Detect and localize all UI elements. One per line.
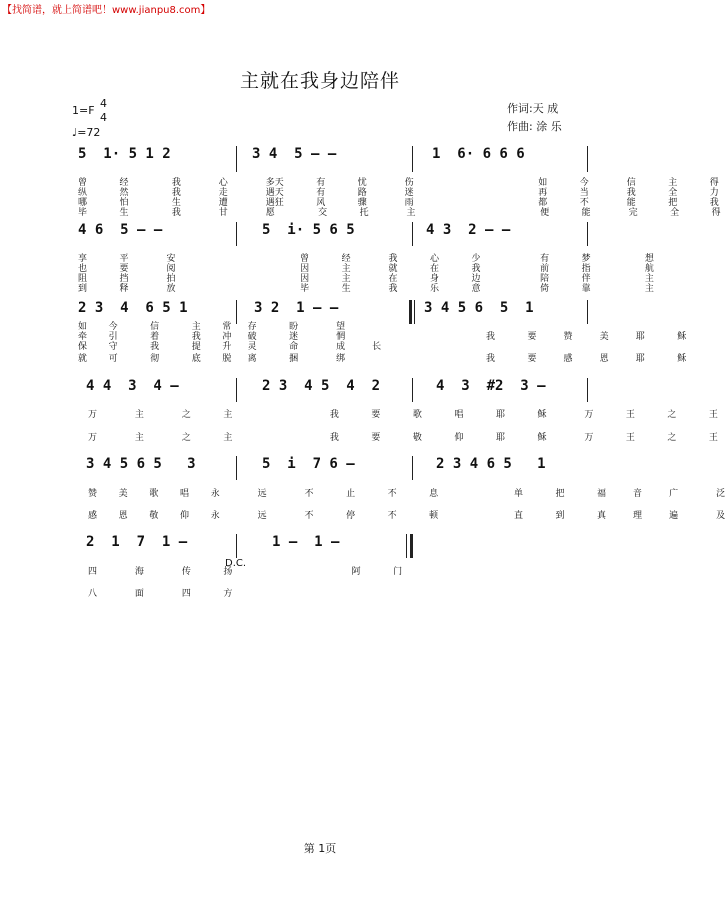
- time-signature-bottom: 4: [100, 111, 107, 124]
- barline: [587, 300, 588, 324]
- barline: [412, 222, 413, 246]
- barline: [236, 300, 237, 324]
- lyric-line: 赞 美 歌 唱 永 远 不 止 不 息 单 把 福 音 广 泛: [88, 489, 725, 499]
- lyric-line: 万 主 之 主 我 要 敬 仰 耶 稣 万 王 之 王: [88, 433, 718, 443]
- measure-notes: 1 6· 6 6 6: [432, 146, 525, 162]
- lyric-line: 感 恩 敬 仰 永 远 不 停 不 顿 直 到 真 理 遍 及: [88, 511, 725, 521]
- staff-row-5: [76, 456, 588, 480]
- lyric-line: 如 今 信 主 常 存 盼 望: [78, 322, 346, 332]
- lyric-line: 纵 然 我 走 遇天 有 路 迷 再 当 我 全 力: [78, 188, 719, 198]
- lyric-line: 也 要 阅 因 主 就 在 我 前 指 航: [78, 264, 654, 274]
- measure-notes: 5 i· 5 6 5: [262, 222, 355, 238]
- barline: [587, 146, 588, 172]
- repeat-barline: [414, 300, 415, 324]
- staff-row-6: [76, 534, 588, 558]
- measure-notes: 2 3 4 6 5 1: [436, 456, 546, 472]
- barline: [587, 222, 588, 246]
- measure-notes: 2 3 4 6 5 1: [78, 300, 188, 316]
- barline: [412, 378, 413, 402]
- measure-notes: 2 1 7 1 —: [86, 534, 188, 550]
- page-number: 第 1页: [303, 842, 337, 855]
- measure-notes: 4 3 2 — —: [426, 222, 511, 238]
- lyric-line: 享 平 安 曾 经 我 心 少 有 梦 想: [78, 254, 654, 264]
- lyricist-credit: 作词:天 成: [507, 102, 559, 115]
- site-banner[interactable]: 【找简谱，就上简谱吧！www.jianpu8.com】: [2, 5, 211, 16]
- measure-notes: 4 3 #2 3 —: [436, 378, 546, 394]
- barline: [236, 222, 237, 246]
- final-barline: [406, 534, 407, 558]
- lyric-line: 保 守 我 提 升 灵 命 成 长: [78, 342, 382, 352]
- lyric-line: 阻 挡 拍 因 主 在 身 边 陪 伴 主: [78, 274, 654, 284]
- measure-notes: 5 1· 5 1 2: [78, 146, 171, 162]
- measure-notes: 5 i 7 6 —: [262, 456, 355, 472]
- tempo-marking: ♩=72: [72, 126, 101, 139]
- measure-notes: 3 4 5 — —: [252, 146, 337, 162]
- measure-notes: 4 6 5 — —: [78, 222, 163, 238]
- repeat-barline: [409, 300, 412, 324]
- lyric-line: 万 主 之 主 我 要 歌 唱 耶 稣 万 王 之 王: [88, 410, 718, 420]
- lyric-line: 八 面 四 方: [88, 589, 233, 599]
- barline: [587, 378, 588, 402]
- staff-row-1: [76, 146, 588, 172]
- lyric-line: 哪 怕 生 遭 遇狂 风 骤 雨 都 不 能 把 我: [78, 198, 719, 208]
- final-barline: [410, 534, 413, 558]
- lyric-line: 曾 经 我 心 多天 有 忧 伤 如 今 信 主 得: [78, 178, 719, 188]
- staff-row-3: [76, 300, 588, 324]
- key-signature: 1=F: [72, 104, 95, 117]
- barline: [412, 146, 413, 172]
- barline: [412, 456, 413, 480]
- lyric-line: 毕 生 我 甘 愿 交 托 主 便 能 完 全 得: [78, 208, 721, 218]
- measure-notes: 1 — 1 —: [272, 534, 340, 550]
- measure-notes: 3 4 5 6 5 3: [86, 456, 196, 472]
- barline: [236, 378, 237, 402]
- barline: [236, 534, 237, 558]
- measure-notes: 3 2 1 — —: [254, 300, 339, 316]
- song-title: 主就在我身边陪伴: [239, 70, 400, 92]
- lyric-line: 牵 引 着 我 冲 破 迷 惘 我 要 赞 美 耶 稣: [78, 332, 687, 342]
- barline: [236, 146, 237, 172]
- time-signature-top: 4: [100, 97, 107, 110]
- barline: [236, 456, 237, 480]
- da-capo-mark: D.C.: [225, 558, 247, 569]
- composer-credit: 作曲: 涂 乐: [507, 120, 562, 133]
- measure-notes: 2 3 4 5 4 2: [262, 378, 381, 394]
- staff-row-2: [76, 222, 588, 246]
- lyric-line: 到 释 放 毕 生 我 乐 意 倚 靠 主: [78, 284, 654, 294]
- staff-row-4: [76, 378, 588, 402]
- measure-notes: 3 4 5 6 5 1: [424, 300, 534, 316]
- lyric-line: 四 海 传 扬 阿 门: [88, 567, 403, 577]
- measure-notes: 4 4 3 4 —: [86, 378, 179, 394]
- lyric-line: 就 可 彻 底 脱 离 捆 绑 我 要 感 恩 耶 稣: [78, 354, 687, 364]
